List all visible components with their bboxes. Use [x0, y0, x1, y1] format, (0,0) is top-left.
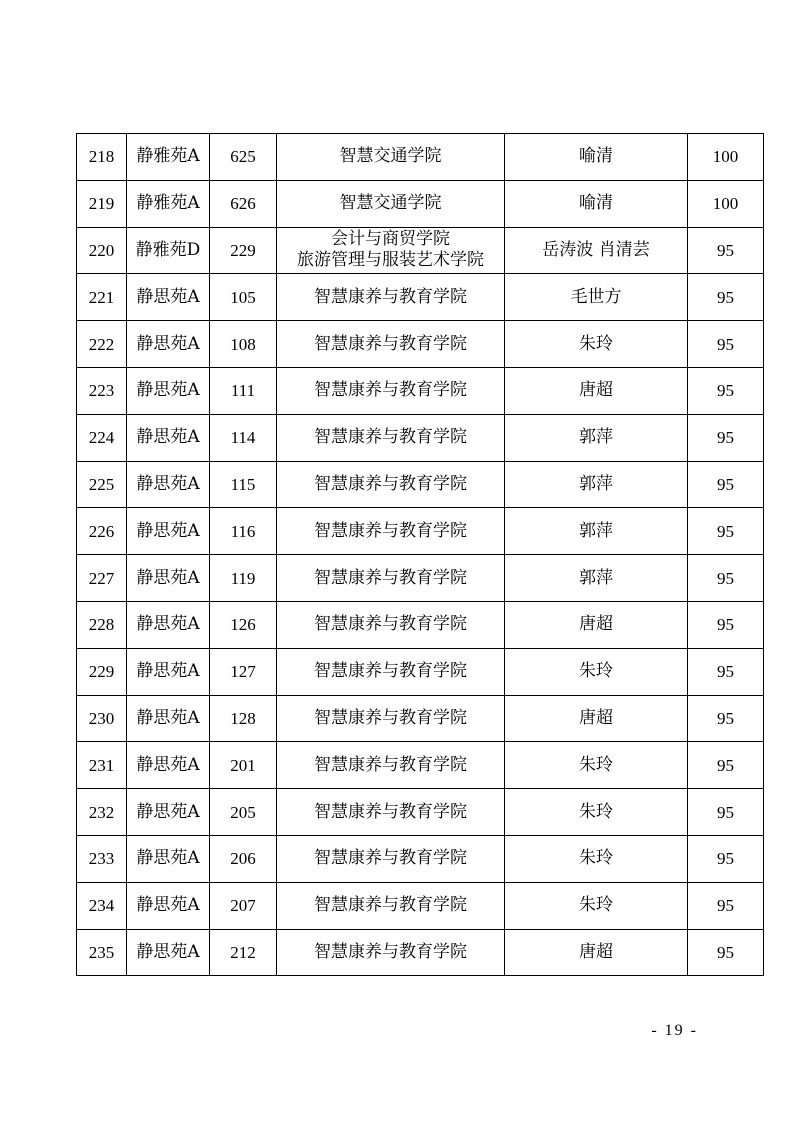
room-number-cell: 207	[210, 882, 277, 929]
table-row	[77, 508, 764, 555]
row-number-cell: 221	[77, 274, 127, 321]
row-number-cell: 220	[77, 227, 127, 274]
room-number-cell: 128	[210, 695, 277, 742]
college-cell	[277, 321, 505, 368]
building-cell: 静思苑A	[127, 648, 210, 695]
college-cell	[277, 274, 505, 321]
college-name: 智慧康养与教育学院	[314, 707, 467, 728]
college-name: 智慧康养与教育学院	[314, 614, 467, 635]
college-cell	[277, 180, 505, 227]
college-cell	[277, 508, 505, 555]
building-cell: 静思苑A	[127, 742, 210, 789]
room-number-cell: 206	[210, 835, 277, 882]
table-row	[77, 555, 764, 602]
manager-cell: 朱玲	[505, 648, 688, 695]
building-cell: 静思苑A	[127, 555, 210, 602]
score-cell: 100	[688, 180, 764, 227]
building-cell: 静思苑A	[127, 461, 210, 508]
manager-cell: 郭萍	[505, 508, 688, 555]
manager-cell: 喻清	[505, 134, 688, 181]
room-number-cell: 127	[210, 648, 277, 695]
score-cell: 95	[688, 321, 764, 368]
table-row	[77, 695, 764, 742]
table-body	[77, 134, 764, 976]
table-row	[77, 367, 764, 414]
building-cell: 静思苑A	[127, 601, 210, 648]
college-cell	[277, 789, 505, 836]
manager-cell: 朱玲	[505, 742, 688, 789]
building-cell: 静思苑A	[127, 929, 210, 976]
college-name: 智慧康养与教育学院	[314, 941, 467, 962]
building-cell: 静雅苑A	[127, 134, 210, 181]
row-number-cell: 225	[77, 461, 127, 508]
row-number-cell: 232	[77, 789, 127, 836]
row-number-cell: 223	[77, 367, 127, 414]
building-cell: 静思苑A	[127, 882, 210, 929]
college-name: 智慧康养与教育学院	[314, 848, 467, 869]
college-name: 智慧康养与教育学院	[314, 661, 467, 682]
row-number-cell: 234	[77, 882, 127, 929]
college-name: 智慧康养与教育学院	[314, 380, 467, 401]
manager-cell: 朱玲	[505, 321, 688, 368]
room-number-cell: 229	[210, 227, 277, 274]
room-number-cell: 116	[210, 508, 277, 555]
room-number-cell: 115	[210, 461, 277, 508]
table-row	[77, 882, 764, 929]
college-name: 智慧康养与教育学院	[314, 895, 467, 916]
college-name: 智慧康养与教育学院	[314, 754, 467, 775]
manager-cell: 唐超	[505, 695, 688, 742]
building-cell: 静思苑A	[127, 321, 210, 368]
college-name: 智慧交通学院	[339, 146, 442, 167]
college-cell	[277, 461, 505, 508]
table-row	[77, 742, 764, 789]
manager-cell: 朱玲	[505, 835, 688, 882]
table-row	[77, 601, 764, 648]
score-cell: 95	[688, 414, 764, 461]
building-cell: 静思苑A	[127, 508, 210, 555]
college-name: 智慧康养与教育学院	[314, 286, 467, 307]
manager-cell: 郭萍	[505, 461, 688, 508]
row-number-cell: 224	[77, 414, 127, 461]
row-number-cell: 227	[77, 555, 127, 602]
score-cell: 95	[688, 555, 764, 602]
row-number-cell: 226	[77, 508, 127, 555]
room-number-cell: 626	[210, 180, 277, 227]
manager-cell: 朱玲	[505, 789, 688, 836]
row-number-cell: 235	[77, 929, 127, 976]
score-cell: 95	[688, 227, 764, 274]
manager-cell: 喻清	[505, 180, 688, 227]
college-cell	[277, 414, 505, 461]
college-name: 智慧康养与教育学院	[314, 427, 467, 448]
manager-cell: 朱玲	[505, 882, 688, 929]
page-number	[0, 1022, 793, 1040]
manager-cell: 郭萍	[505, 555, 688, 602]
score-cell: 95	[688, 367, 764, 414]
row-number-cell: 229	[77, 648, 127, 695]
row-number-cell: 233	[77, 835, 127, 882]
score-cell: 95	[688, 695, 764, 742]
college-cell	[277, 227, 505, 274]
room-number-cell: 212	[210, 929, 277, 976]
room-number-cell: 119	[210, 555, 277, 602]
college-cell	[277, 882, 505, 929]
building-cell: 静思苑A	[127, 367, 210, 414]
manager-cell: 唐超	[505, 601, 688, 648]
score-cell: 100	[688, 134, 764, 181]
room-number-cell: 108	[210, 321, 277, 368]
college-cell	[277, 555, 505, 602]
table-row	[77, 134, 764, 181]
room-number-cell: 201	[210, 742, 277, 789]
college-name: 会计与商贸学院	[331, 229, 450, 250]
college-name: 智慧康养与教育学院	[314, 333, 467, 354]
score-cell: 95	[688, 601, 764, 648]
room-number-cell: 105	[210, 274, 277, 321]
room-number-cell: 625	[210, 134, 277, 181]
table-row	[77, 414, 764, 461]
table-row	[77, 274, 764, 321]
table-row	[77, 789, 764, 836]
manager-cell: 岳涛波 肖清芸	[505, 227, 688, 274]
college-name: 智慧康养与教育学院	[314, 801, 467, 822]
college-cell	[277, 134, 505, 181]
college-cell	[277, 742, 505, 789]
table-row	[77, 321, 764, 368]
row-number-cell: 222	[77, 321, 127, 368]
building-cell: 静思苑A	[127, 695, 210, 742]
score-cell: 95	[688, 274, 764, 321]
row-number-cell: 230	[77, 695, 127, 742]
score-cell: 95	[688, 929, 764, 976]
dormitory-score-table	[76, 133, 764, 976]
college-name: 旅游管理与服装艺术学院	[297, 250, 484, 271]
college-cell	[277, 695, 505, 742]
manager-cell: 毛世方	[505, 274, 688, 321]
building-cell: 静思苑A	[127, 274, 210, 321]
table-row	[77, 227, 764, 274]
college-name: 智慧交通学院	[339, 193, 442, 214]
college-name: 智慧康养与教育学院	[314, 520, 467, 541]
table-row	[77, 648, 764, 695]
table-row	[77, 835, 764, 882]
score-cell: 95	[688, 461, 764, 508]
score-cell: 95	[688, 648, 764, 695]
college-cell	[277, 835, 505, 882]
building-cell: 静雅苑D	[127, 227, 210, 274]
table-row	[77, 461, 764, 508]
building-cell: 静雅苑A	[127, 180, 210, 227]
college-cell	[277, 929, 505, 976]
building-cell: 静思苑A	[127, 414, 210, 461]
row-number-cell: 228	[77, 601, 127, 648]
room-number-cell: 205	[210, 789, 277, 836]
college-cell	[277, 601, 505, 648]
page-number-text: - 19 -	[651, 1022, 698, 1039]
room-number-cell: 126	[210, 601, 277, 648]
table-row	[77, 929, 764, 976]
score-cell: 95	[688, 508, 764, 555]
room-number-cell: 114	[210, 414, 277, 461]
manager-cell: 唐超	[505, 367, 688, 414]
row-number-cell: 231	[77, 742, 127, 789]
college-name: 智慧康养与教育学院	[314, 473, 467, 494]
college-cell	[277, 648, 505, 695]
manager-cell: 郭萍	[505, 414, 688, 461]
row-number-cell: 218	[77, 134, 127, 181]
manager-cell: 唐超	[505, 929, 688, 976]
score-cell: 95	[688, 742, 764, 789]
score-cell: 95	[688, 835, 764, 882]
table-row	[77, 180, 764, 227]
row-number-cell: 219	[77, 180, 127, 227]
room-number-cell: 111	[210, 367, 277, 414]
college-name: 智慧康养与教育学院	[314, 567, 467, 588]
college-cell	[277, 367, 505, 414]
building-cell: 静思苑A	[127, 789, 210, 836]
building-cell: 静思苑A	[127, 835, 210, 882]
score-cell: 95	[688, 789, 764, 836]
score-cell: 95	[688, 882, 764, 929]
